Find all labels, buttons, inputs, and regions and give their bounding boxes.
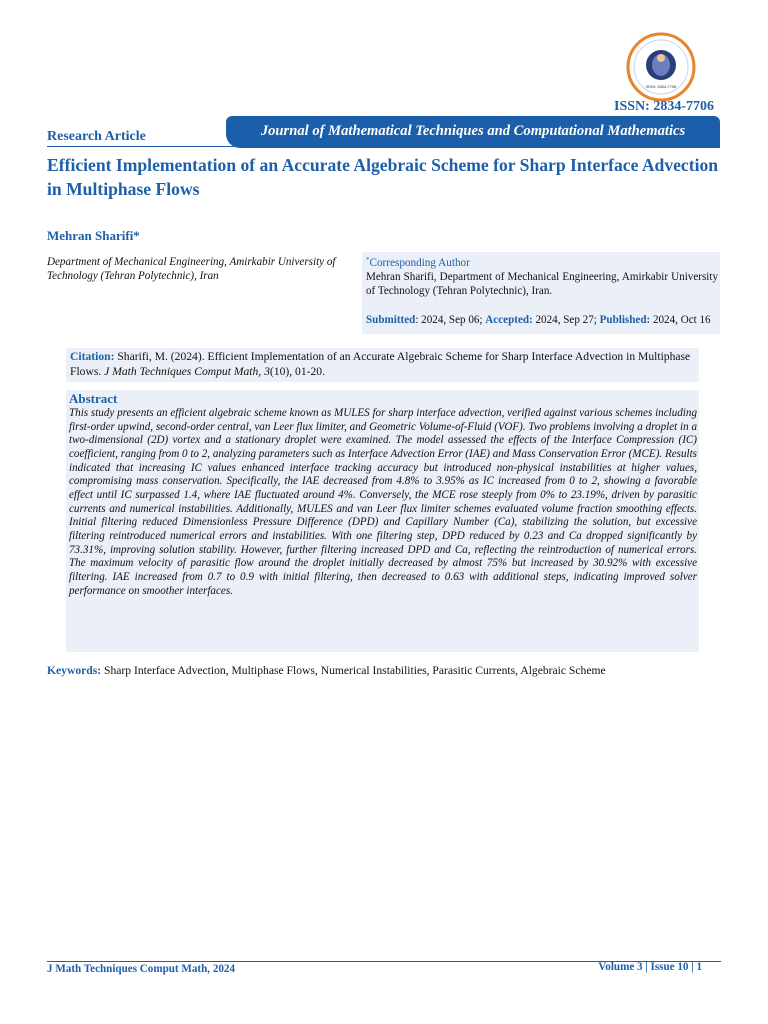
published-date: 2024, Oct 16	[650, 314, 711, 326]
accepted-label: Accepted:	[485, 314, 533, 326]
svg-text:ISSN: 2834-7706: ISSN: 2834-7706	[645, 84, 677, 89]
corresponding-label-text: Corresponding Author	[369, 257, 470, 269]
author-affiliation: Department of Mechanical Engineering, Amirkabir University of Technology (Tehran Polytechnic), Iran	[47, 256, 336, 282]
citation	[70, 350, 698, 379]
citation-label: Citation:	[70, 350, 115, 363]
citation-end: (10), 01-20.	[269, 364, 325, 378]
citation-journal: J Math Techniques Comput Math, 3	[104, 364, 270, 378]
citation-text: Sharifi, M. (2024). Efficient Implementation of an Accurate Algebraic Scheme for Sharp Interface Advection in Multiphase Flows.	[70, 350, 691, 378]
corresponding-author-label	[366, 256, 470, 269]
submitted-date: : 2024, Sep 06;	[415, 314, 483, 326]
journal-name: Journal of Mathematical Techniques and Computational Mathematics	[260, 123, 686, 139]
publication-dates	[366, 314, 711, 326]
header-underline	[47, 146, 237, 147]
published-label: Published:	[599, 314, 651, 326]
journal-banner	[226, 116, 720, 148]
abstract-text: This study presents an efficient algebraic scheme known as MULES for sharp interface advection, verified against various schemes including first-order upwind, second-order central, van Leer flux limiter, and Geometric Volume-of-Fluid (VOF). Two problems involving a droplet in a two-dimensional (2D) vortex and a stationary droplet were examined. The model assessed the effects of the Interface Compression (IC) coefficient, ranging from 0 to 2, analyzing parameters such as Interface Advection Error (IAE) and Mass Conservation Error (MCE). Results indicated that increasing IC values enhanced interface tracking accuracy but introduced non-physical instabilities at higher values, compromising mass conservation. Specifically, the IAE decreased from 4.8% to 3.95% as IC increased from 0 to 2, showing a favorable effect until IC surpassed 1.4, where IAE fluctuated around 4%. Conversely, the MCE rose steeply from 0% to 23.19%, driven by parasitic currents and numerical instabilities. Additionally, MULES and van Leer flux limiter schemes evaluated volume fraction smoothing effects. Initial filtering reduced Dimensionless Pressure Difference (DPD) and Capillary Number (Ca), stabilizing the solution, but excessive filtering reintroduced numerical errors and instabilities. With one filtering step, DPD reduced by 0.23 and Ca dropped significantly by 73.31%, improving solution stability. However, further filtering increased DPD and Ca, reflecting the reintroduction of numerical errors. The maximum velocity of parasitic flow around the droplet initially decreased by almost 75% but increased by 30.92% with excessive filtering. IAE increased from 0.7 to 0.9 with initial filtering, then decreased to 0.63 with additional steps, indicating improved solver performance on smoother interfaces.	[69, 407, 697, 597]
keywords-text: Sharp Interface Advection, Multiphase Flows, Numerical Instabilities, Parasitic Currents, Algebraic Scheme	[101, 664, 606, 677]
corresponding-marker: *	[366, 256, 370, 264]
keywords	[47, 664, 606, 677]
submitted-label: Submitted	[366, 314, 416, 326]
accepted-date: 2024, Sep 27;	[532, 314, 597, 326]
journal-logo-icon	[626, 32, 696, 102]
keywords-label: Keywords:	[47, 664, 102, 677]
abstract-heading: Abstract	[69, 391, 118, 406]
paper-title: Efficient Implementation of an Accurate Algebraic Scheme for Sharp Interface Advection in Multiphase Flows	[47, 155, 719, 199]
issn-label: ISSN: 2834-7706	[614, 99, 714, 114]
footer-journal: J Math Techniques Comput Math, 2024	[47, 963, 236, 975]
footer-page-info: Volume 3 | Issue 10 | 1	[598, 961, 702, 973]
article-type-label: Research Article	[47, 129, 146, 144]
corresponding-author-details: Mehran Sharifi, Department of Mechanical Engineering, Amirkabir University of Technology (Tehran Polytechnic), Iran.	[366, 271, 718, 297]
author-name: Mehran Sharifi*	[47, 228, 140, 243]
